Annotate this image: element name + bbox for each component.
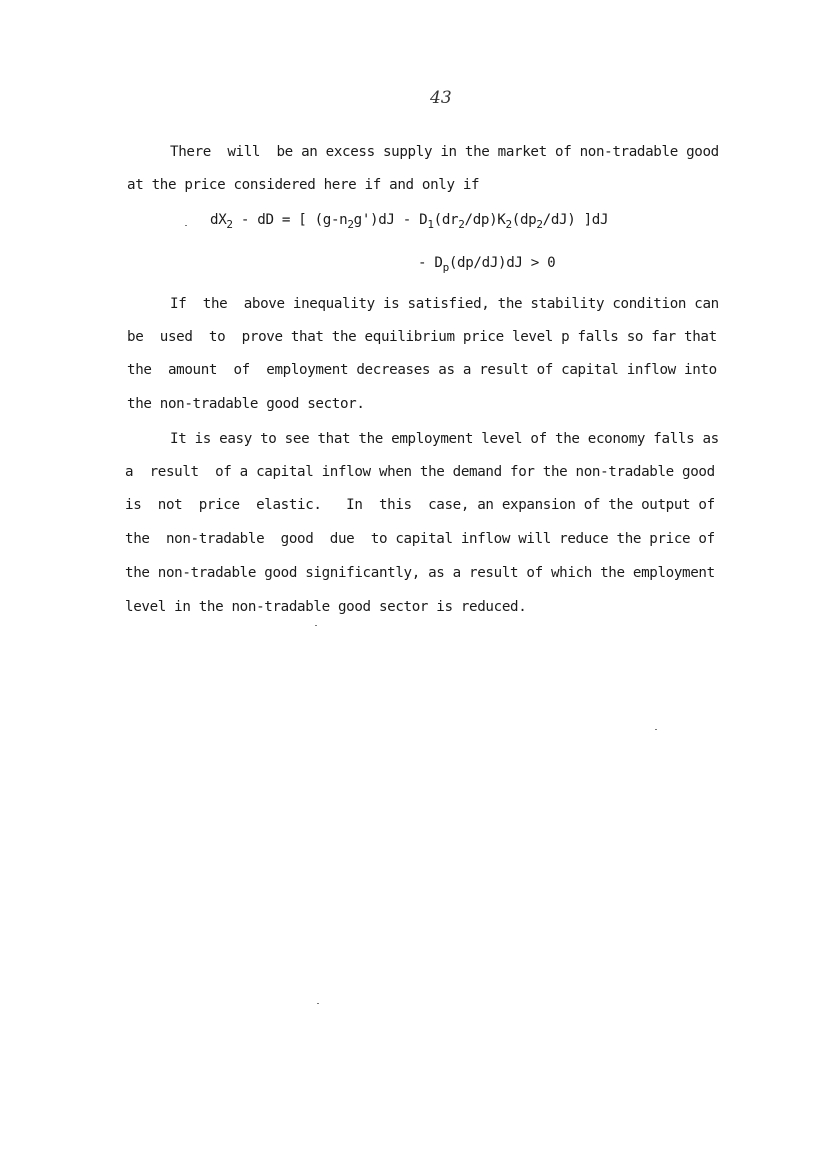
paragraph-line: If the above inequality is satisfied, the stability condition can: [170, 296, 719, 312]
eq-part: - D: [418, 255, 443, 271]
paragraph-line: the non-tradable good sector.: [127, 396, 365, 412]
paragraph-line: be used to prove that the equilibrium price level p falls so far that: [127, 329, 717, 345]
eq-subscript: 2: [505, 218, 512, 231]
equation-line-2: [418, 255, 556, 274]
eq-part: g')dJ - D: [353, 212, 428, 228]
scan-speck: [655, 729, 657, 730]
eq-subscript: 2: [347, 218, 354, 231]
eq-part: - dD = [ (g-n: [232, 212, 348, 228]
scan-speck: [185, 225, 187, 226]
eq-subscript: 2: [536, 218, 543, 231]
eq-part: /dp)K: [464, 212, 506, 228]
eq-subscript: p: [442, 261, 449, 274]
paragraph-line: There will be an excess supply in the market of non-tradable good: [170, 144, 719, 160]
eq-part: dX: [210, 212, 227, 228]
eq-subscript: 2: [226, 218, 233, 231]
eq-part: (dp/dJ)dJ > 0: [448, 255, 556, 271]
scan-speck: [317, 1003, 319, 1004]
paragraph-line: level in the non-tradable good sector is reduced.: [125, 599, 527, 615]
eq-part: (dr: [433, 212, 459, 228]
eq-part: (dp: [511, 212, 537, 228]
paragraph-line: the amount of employment decreases as a result of capital inflow into: [127, 362, 717, 378]
eq-subscript: 1: [427, 218, 434, 231]
paragraph-line: the non-tradable good due to capital inflow will reduce the price of: [125, 531, 715, 547]
eq-subscript: 2: [458, 218, 465, 231]
paragraph-line: at the price considered here if and only if: [127, 177, 480, 193]
eq-part: /dJ) ]dJ: [542, 212, 609, 228]
paragraph-line: is not price elastic. In this case, an expansion of the output of: [125, 497, 715, 513]
equation-line-1: [210, 212, 609, 231]
paragraph-line: It is easy to see that the employment level of the economy falls as: [170, 431, 719, 447]
paragraph-line: a result of a capital inflow when the demand for the non-tradable good: [125, 464, 715, 480]
paragraph-line: the non-tradable good significantly, as a result of which the employment: [125, 565, 715, 581]
scan-speck: [315, 625, 317, 626]
page-number: 43: [430, 88, 452, 108]
